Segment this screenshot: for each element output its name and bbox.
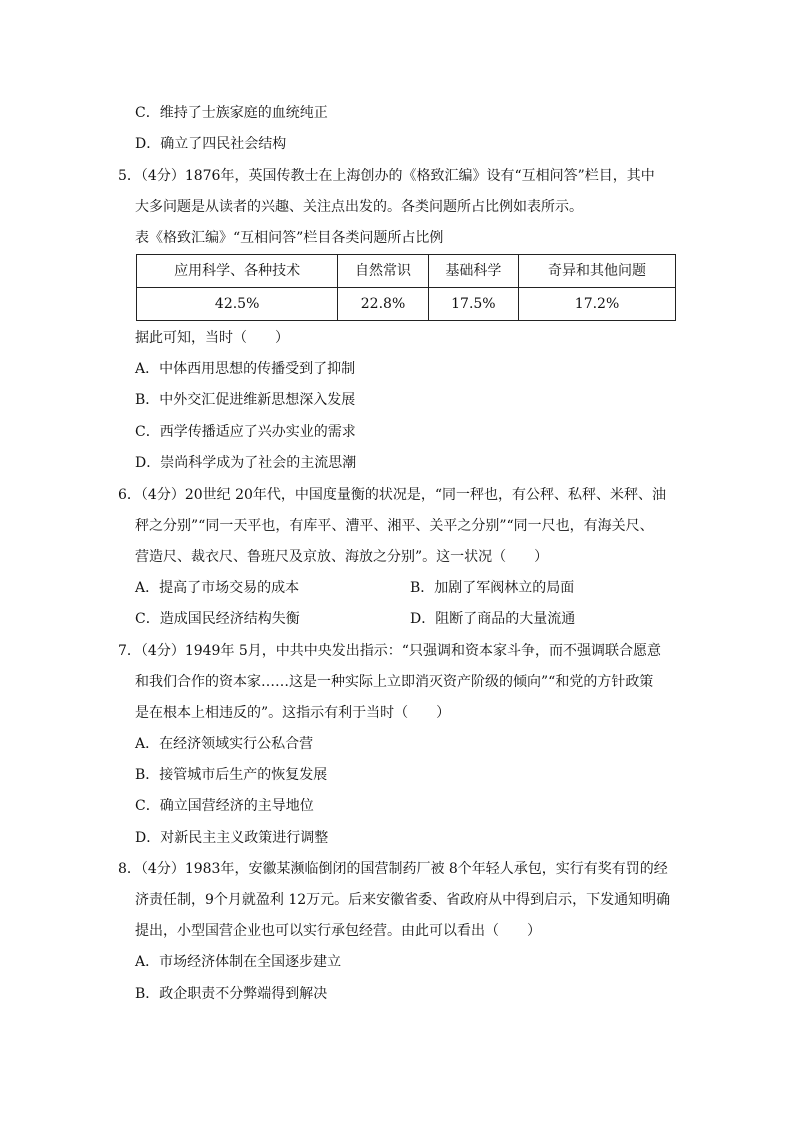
q5-option-a: A．中体西用思想的传播受到了抑制 — [135, 361, 356, 377]
q5-option-d: D．崇尚科学成为了社会的主流思潮 — [135, 455, 357, 471]
table-cell: 17.2% — [519, 288, 676, 321]
q5-option-c: C．西学传播适应了兴办实业的需求 — [135, 424, 356, 440]
table-header-row — [137, 255, 676, 288]
q6-option-c: C．造成国民经济结构失衡 — [135, 611, 300, 627]
q8-stem-line2: 济责任制，9个月就盈利 12万元。后来安徽省委、省政府从中得到启示，下发通知明确 — [135, 892, 671, 908]
q6-option-d: D．阻断了商品的大量流通 — [410, 611, 576, 627]
option-c-prev: C．维持了士族家庭的血统纯正 — [135, 105, 328, 121]
q7-stem-line2: 和我们合作的资本家……这是一种实际上立即消灭资产阶级的倾向”“和党的方针政策 — [135, 674, 654, 690]
table-header-cell: 应用科学、各种技术 — [137, 255, 338, 288]
q7-option-c: C．确立国营经济的主导地位 — [135, 798, 314, 814]
q6-option-b: B．加剧了军阀林立的局面 — [410, 580, 575, 596]
q5-option-b: B．中外交汇促进维新思想深入发展 — [135, 392, 356, 408]
table-header-cell: 奇异和其他问题 — [519, 255, 676, 288]
q5-stem-line1: 5．（4分）1876年，英国传教士在上海创办的《格致汇编》设有“互相问答”栏目，其中 — [118, 168, 655, 184]
table-row — [137, 288, 676, 321]
q5-stem-line2: 大多问题是从读者的兴趣、关注点出发的。各类问题所占比例如表所示。 — [135, 199, 583, 215]
q8-option-a: A．市场经济体制在全国逐步建立 — [135, 954, 342, 970]
q8-stem-line3: 提出，小型国营企业也可以实行承包经营。由此可以看出（ ） — [135, 923, 541, 939]
q7-stem-line1: 7．（4分）1949年 5月，中共中央发出指示：“只强调和资本家斗争，而不强调联合愿意 — [118, 643, 661, 659]
table-header-cell: 自然常识 — [338, 255, 428, 288]
table-header-cell: 基础科学 — [428, 255, 518, 288]
q6-stem-line3: 营造尺、裁衣尺、鲁班尺及京放、海放之分别”。这一状况（ ） — [135, 549, 549, 565]
q8-option-b: B．政企职责不分弊端得到解决 — [135, 986, 328, 1002]
q7-option-d: D．对新民主主义政策进行调整 — [135, 830, 329, 846]
q6-stem-line1: 6．（4分）20世纪 20年代，中国度量衡的状况是，“同一秤也，有公秤、私秤、米秤、油 — [118, 487, 667, 503]
q5-question: 据此可知，当时（ ） — [135, 330, 289, 346]
option-d-prev: D．确立了四民社会结构 — [135, 136, 287, 152]
q7-option-a: A．在经济领域实行公私合营 — [135, 736, 314, 752]
q5-table-title: 表《格致汇编》“互相问答”栏目各类问题所占比例 — [135, 230, 444, 246]
table-cell: 42.5% — [137, 288, 338, 321]
q6-stem-line2: 秤之分别”“同一天平也，有库平、漕平、湘平、关平之分别”“同一尺也，有海关尺、 — [135, 518, 654, 534]
q5-data-table — [136, 254, 676, 321]
q8-stem-line1: 8．（4分）1983年，安徽某濒临倒闭的国营制药厂被 8个年轻人承包，实行有奖有罚的经 — [118, 861, 668, 877]
table-cell: 22.8% — [338, 288, 428, 321]
q6-option-a: A．提高了市场交易的成本 — [135, 580, 300, 596]
table-cell: 17.5% — [428, 288, 518, 321]
q7-option-b: B．接管城市后生产的恢复发展 — [135, 767, 328, 783]
q7-stem-line3: 是在根本上相违反的”。这指示有利于当时（ ） — [135, 705, 451, 721]
